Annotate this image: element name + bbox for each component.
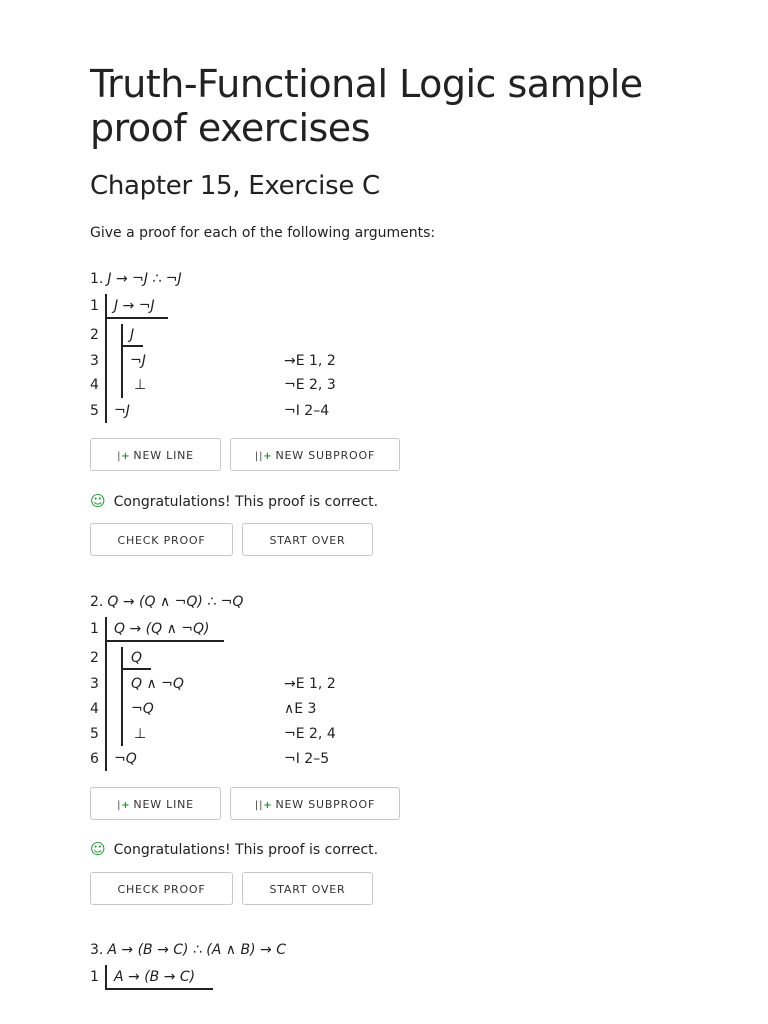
line-number: 6 — [90, 751, 99, 767]
line-formula[interactable]: Q — [131, 650, 143, 666]
exercise-title — [90, 270, 182, 288]
line-formula[interactable]: A → (B → C) — [114, 969, 196, 985]
smiley-icon: ☺ — [90, 840, 106, 858]
exercise-title — [90, 593, 243, 611]
exercise-number: 1. — [90, 271, 104, 287]
check-proof-button[interactable]: CHECK PROOF — [90, 523, 233, 556]
proof-line[interactable] — [90, 722, 510, 746]
line-justification[interactable]: ¬E 2, 4 — [284, 726, 336, 742]
line-formula[interactable]: Q → (Q ∧ ¬Q) — [114, 621, 210, 637]
line-number: 2 — [90, 327, 99, 343]
intro-text: Give a proof for each of the following arguments: — [90, 225, 436, 241]
smiley-icon: ☺ — [90, 492, 106, 510]
new-line-button[interactable]: |+ NEW LINE — [90, 787, 221, 820]
line-justification[interactable]: →E 1, 2 — [284, 676, 336, 692]
exercise-number: 2. — [90, 594, 104, 610]
new-line-icon: |+ — [117, 800, 131, 811]
line-justification[interactable]: ¬I 2–5 — [284, 751, 330, 767]
new-line-icon: |+ — [117, 451, 131, 462]
line-number: 1 — [90, 969, 99, 985]
proof-line[interactable] — [90, 697, 510, 721]
line-justification[interactable]: ¬E 2, 3 — [284, 377, 336, 393]
line-number: 3 — [90, 353, 99, 369]
proof-line[interactable] — [90, 349, 510, 373]
line-number: 1 — [90, 298, 99, 314]
exercise-number: 3. — [90, 942, 104, 958]
exercise-argument: Q → (Q ∧ ¬Q) ∴ ¬Q — [107, 594, 244, 610]
start-over-button[interactable]: START OVER — [242, 872, 373, 905]
chapter-heading: Chapter 15, Exercise C — [90, 171, 380, 201]
new-subproof-icon: ||+ — [254, 451, 273, 462]
new-subproof-button[interactable]: ||+ NEW SUBPROOF — [230, 787, 400, 820]
page-title: Truth-Functional Logic sample proof exercises — [90, 62, 643, 150]
proof-line[interactable] — [90, 399, 510, 423]
new-subproof-icon: ||+ — [254, 800, 273, 811]
new-line-button[interactable]: |+ NEW LINE — [90, 438, 221, 471]
line-number: 3 — [90, 676, 99, 692]
proof-line[interactable] — [90, 747, 510, 771]
start-over-button[interactable]: START OVER — [242, 523, 373, 556]
line-number: 4 — [90, 701, 99, 717]
line-number: 4 — [90, 377, 99, 393]
line-justification[interactable]: ¬I 2–4 — [284, 403, 330, 419]
new-subproof-button[interactable]: ||+ NEW SUBPROOF — [230, 438, 400, 471]
success-message: ☺ Congratulations! This proof is correct. — [90, 840, 379, 858]
line-justification[interactable]: ∧E 3 — [284, 701, 317, 717]
proof-line[interactable] — [90, 965, 510, 989]
proof-line[interactable] — [90, 617, 510, 641]
line-formula[interactable]: Q ∧ ¬Q — [131, 676, 184, 692]
line-formula[interactable]: ¬Q — [114, 751, 137, 767]
line-formula[interactable]: J → ¬J — [114, 298, 155, 314]
line-number: 5 — [90, 403, 99, 419]
check-proof-button[interactable]: CHECK PROOF — [90, 872, 233, 905]
proof-line[interactable] — [90, 323, 510, 347]
proof-line[interactable] — [90, 294, 510, 318]
line-formula[interactable]: ¬J — [114, 403, 130, 419]
line-number: 1 — [90, 621, 99, 637]
line-formula[interactable]: ⊥ — [134, 726, 147, 742]
line-formula[interactable]: J — [130, 327, 135, 343]
line-formula[interactable]: ¬J — [130, 353, 146, 369]
line-formula[interactable]: ⊥ — [134, 377, 147, 393]
proof-line[interactable] — [90, 672, 510, 696]
success-message: ☺ Congratulations! This proof is correct. — [90, 492, 379, 510]
line-justification[interactable]: →E 1, 2 — [284, 353, 336, 369]
line-number: 5 — [90, 726, 99, 742]
proof-line[interactable] — [90, 373, 510, 397]
exercise-argument: A → (B → C) ∴ (A ∧ B) → C — [107, 942, 286, 958]
line-number: 2 — [90, 650, 99, 666]
line-formula[interactable]: ¬Q — [131, 701, 154, 717]
exercise-title — [90, 941, 286, 959]
proof-line[interactable] — [90, 646, 510, 670]
exercise-argument: J → ¬J ∴ ¬J — [107, 271, 182, 287]
